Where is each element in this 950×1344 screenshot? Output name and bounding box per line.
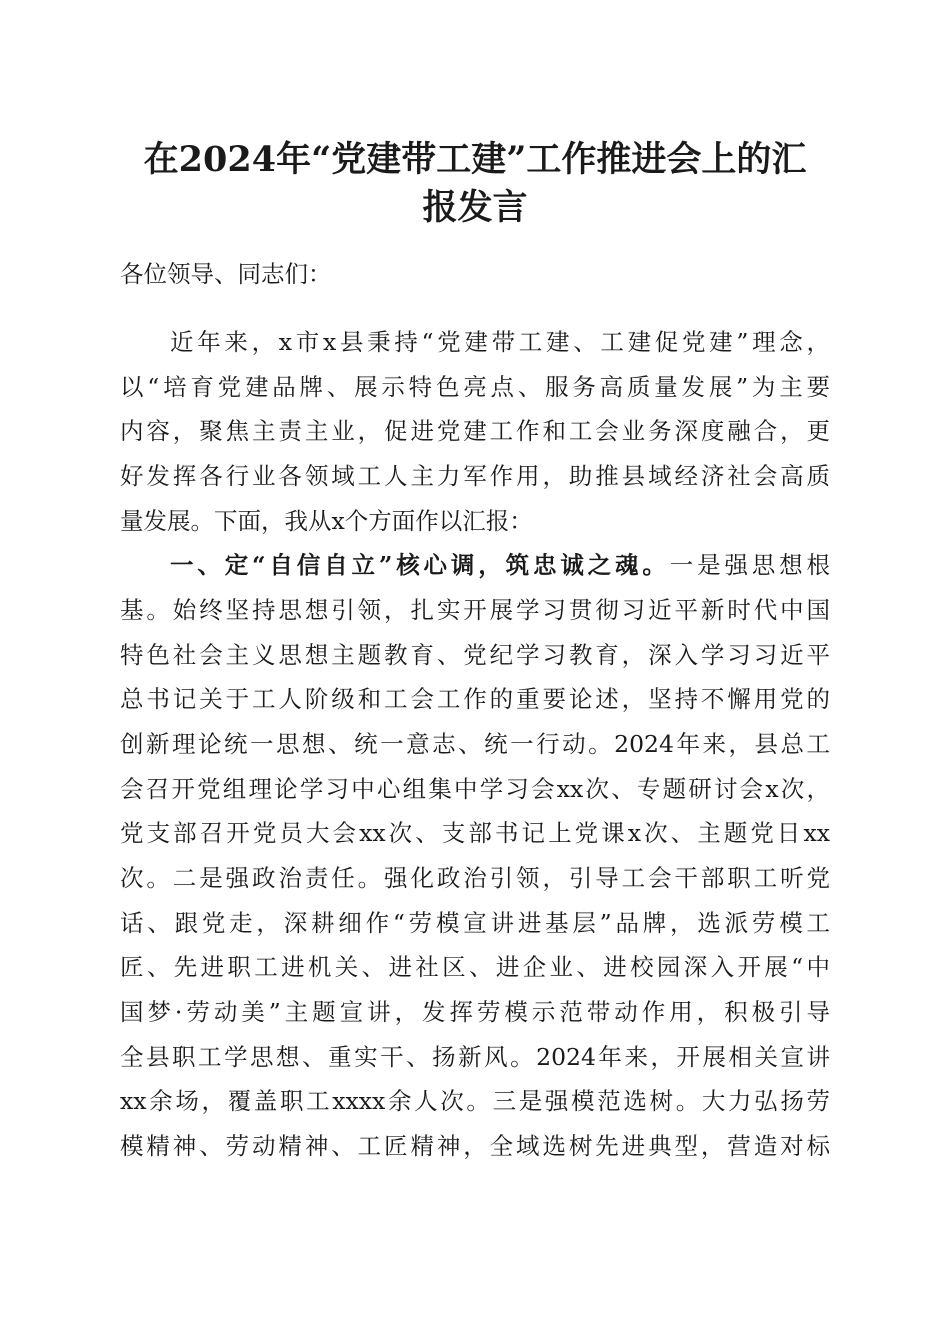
paragraph-line: 国梦·劳动美”主题宣讲，发挥劳模示范带动作用，积极引导	[120, 998, 830, 1026]
greeting: 各位领导、同志们：	[120, 260, 332, 288]
paragraph-line: 匠、先进职工进机关、进社区、进企业、进校园深入开展“中	[120, 953, 830, 981]
paragraph-line: 全县职工学思想、重实干、扬新风。2024年来，开展相关宣讲	[120, 1043, 830, 1071]
paragraph-line: xx余场，覆盖职工xxxx余人次。三是强模范选树。大力弘扬劳	[120, 1087, 830, 1115]
paragraph-line: 内容，聚焦主责主业，促进党建工作和工会业务深度融合，更	[120, 417, 830, 445]
paragraph-line: 会召开党组理论学习中心组集中学习会xx次、专题研讨会x次，	[120, 775, 830, 803]
paragraph-line: 好发挥各行业各领域工人主力军作用，助推县域经济社会高质	[120, 462, 830, 490]
paragraph-line: 模精神、劳动精神、工匠精神，全域选树先进典型，营造对标	[120, 1132, 830, 1160]
section-1-lead-text: 一是强思想根	[669, 551, 830, 579]
paragraph-line: 以“培育党建品牌、展示特色亮点、服务高质量发展”为主要	[120, 373, 830, 401]
paragraph-line: 创新理论统一思想、统一意志、统一行动。2024年来，县总工	[120, 730, 830, 758]
paragraph-line: 近年来，x市x县秉持“党建带工建、工建促党建”理念，	[170, 328, 830, 356]
paragraph-line: 特色社会主义思想主题教育、党纪学习教育，深入学习习近平	[120, 641, 830, 669]
paragraph-line: 量发展。下面，我从x个方面作以汇报：	[120, 507, 533, 535]
paragraph-line: 话、跟党走，深耕细作“劳模宣讲进基层”品牌，选派劳模工	[120, 909, 830, 937]
paragraph-line: 党支部召开党员大会xx次、支部书记上党课x次、主题党日xx	[120, 819, 830, 847]
section-1-heading: 一、定“自信自立”核心调，筑忠诚之魂。	[170, 551, 670, 579]
paragraph-line: 次。二是强政治责任。强化政治引领，引导工会干部职工听党	[120, 864, 830, 892]
document-title-line2: 报发言	[422, 187, 528, 228]
paragraph-line: 总书记关于工人阶级和工会工作的重要论述，坚持不懈用党的	[120, 685, 830, 713]
document-title-line1: 在2024年“党建带工建”工作推进会上的汇	[143, 139, 807, 180]
section-1-first-line	[170, 549, 830, 581]
paragraph-line: 基。始终坚持思想引领，扎实开展学习贯彻习近平新时代中国	[120, 596, 830, 624]
